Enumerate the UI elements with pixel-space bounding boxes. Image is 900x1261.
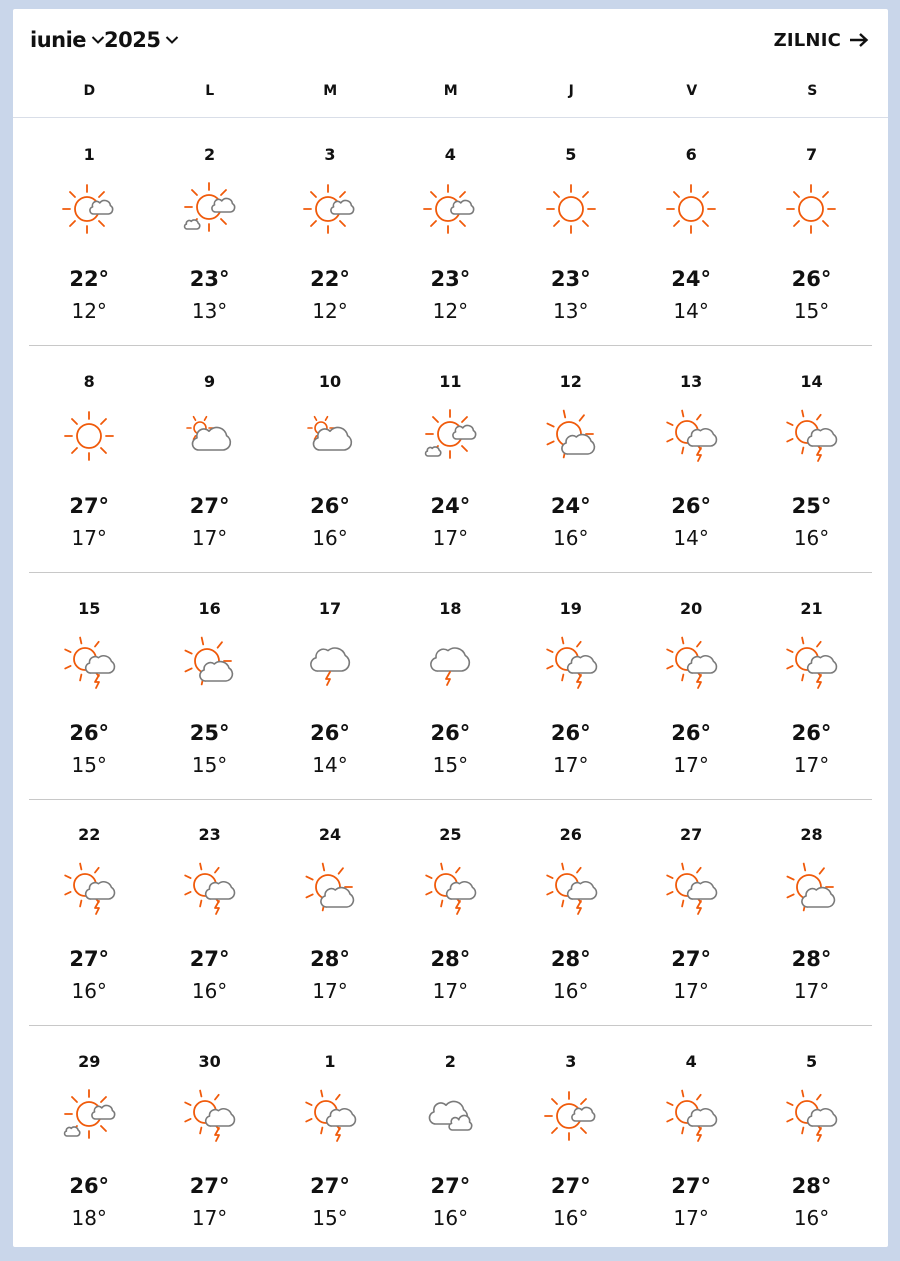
storm-icon — [302, 635, 358, 691]
day-number: 5 — [805, 1052, 818, 1071]
day-number: 10 — [318, 372, 342, 391]
sun-cloud-icon — [422, 181, 478, 237]
high-temperature: 25° — [791, 494, 832, 518]
low-temperature: 15° — [432, 753, 469, 777]
weekday-label: M — [443, 83, 458, 99]
sun-clouds-icon — [61, 1088, 117, 1144]
low-temperature: 14° — [312, 753, 348, 777]
sun-icon — [543, 181, 599, 237]
calendar-day-cell[interactable] — [390, 799, 510, 1025]
day-number: 20 — [680, 599, 703, 618]
low-temperature: 15° — [71, 753, 107, 777]
sun-storm-icon — [543, 861, 599, 917]
partly-cloudy-icon — [543, 408, 599, 464]
low-temperature: 15° — [191, 753, 228, 777]
low-temperature: 16° — [793, 1206, 830, 1230]
sun-storm-icon — [663, 1088, 719, 1144]
high-temperature: 23° — [550, 267, 591, 291]
high-temperature: 27° — [430, 1174, 471, 1198]
calendar-day-cell[interactable] — [270, 119, 390, 345]
calendar-week-row — [29, 346, 872, 573]
calendar-week-row — [29, 1026, 872, 1252]
low-temperature: 12° — [432, 299, 469, 323]
high-temperature: 23° — [189, 267, 230, 291]
high-temperature: 22° — [69, 267, 110, 291]
low-temperature: 17° — [432, 979, 469, 1003]
sun-storm-icon — [422, 861, 478, 917]
low-temperature: 17° — [191, 1206, 228, 1230]
sun-cloud-icon — [543, 1088, 599, 1144]
high-temperature: 27° — [69, 947, 110, 971]
high-temperature: 27° — [671, 1174, 712, 1198]
year-select[interactable] — [104, 26, 179, 54]
low-temperature: 17° — [432, 526, 469, 550]
day-number: 23 — [198, 825, 221, 844]
calendar-day-cell[interactable] — [270, 799, 390, 1025]
high-temperature: 28° — [791, 947, 832, 971]
low-temperature: 15° — [793, 299, 830, 323]
day-number: 28 — [800, 825, 823, 844]
calendar-day-cell[interactable] — [270, 573, 390, 799]
low-temperature: 17° — [71, 526, 107, 550]
calendar-day-cell[interactable] — [149, 346, 269, 572]
arrow-right-icon — [849, 32, 869, 48]
sun-storm-icon — [783, 408, 839, 464]
calendar-day-cell[interactable] — [631, 573, 751, 799]
weekday-header-row — [13, 69, 888, 118]
day-number: 4 — [685, 1052, 697, 1071]
weekday-label: S — [807, 83, 818, 99]
calendar-day-cell[interactable] — [29, 346, 149, 572]
low-temperature: 12° — [71, 299, 107, 323]
sun-storm-icon — [181, 861, 237, 917]
day-number: 21 — [800, 599, 823, 618]
low-temperature: 16° — [71, 979, 107, 1003]
day-number: 3 — [324, 145, 336, 164]
calendar-day-cell[interactable] — [511, 573, 631, 799]
cloudy-icon — [422, 1088, 478, 1144]
low-temperature: 18° — [71, 1206, 107, 1230]
sun-storm-icon — [663, 635, 719, 691]
high-temperature: 27° — [69, 494, 110, 518]
chevron-down-icon — [165, 35, 179, 45]
weekday-label: D — [83, 83, 96, 99]
calendar-day-cell[interactable] — [390, 346, 510, 572]
sun-storm-icon — [543, 635, 599, 691]
daily-view-link[interactable] — [774, 26, 869, 54]
low-temperature: 16° — [432, 1206, 469, 1230]
low-temperature: 12° — [312, 299, 348, 323]
high-temperature: 27° — [310, 1174, 350, 1198]
day-number: 1 — [83, 145, 95, 164]
calendar-day-cell[interactable] — [270, 346, 390, 572]
high-temperature: 26° — [791, 721, 832, 745]
calendar-day-cell[interactable] — [631, 1026, 751, 1252]
sun-storm-icon — [663, 408, 719, 464]
calendar-day-cell[interactable] — [511, 119, 631, 345]
low-temperature: 16° — [553, 1206, 589, 1230]
weekday-label: L — [205, 83, 215, 99]
sun-cloud-icon — [61, 181, 117, 237]
day-number: 22 — [78, 825, 101, 844]
high-temperature: 26° — [671, 721, 712, 745]
low-temperature: 16° — [553, 979, 589, 1003]
calendar-day-cell[interactable] — [751, 119, 871, 345]
cloud-sun-icon — [181, 408, 237, 464]
weekday-label: J — [568, 83, 574, 99]
low-temperature: 17° — [191, 526, 228, 550]
day-number: 14 — [800, 372, 823, 391]
high-temperature: 27° — [189, 947, 230, 971]
sun-storm-icon — [61, 635, 117, 691]
high-temperature: 28° — [550, 947, 591, 971]
partly-cloudy-icon — [302, 861, 358, 917]
calendar-day-cell[interactable] — [511, 1026, 631, 1252]
day-number: 5 — [565, 145, 577, 164]
calendar-day-cell[interactable] — [149, 119, 269, 345]
sun-storm-icon — [663, 861, 719, 917]
calendar-day-cell[interactable] — [511, 346, 631, 572]
weekday-label: V — [686, 83, 698, 99]
day-number: 4 — [444, 145, 456, 164]
day-number: 13 — [680, 372, 703, 391]
low-temperature: 17° — [553, 753, 589, 777]
high-temperature: 24° — [430, 494, 471, 518]
high-temperature: 24° — [550, 494, 591, 518]
high-temperature: 28° — [791, 1174, 832, 1198]
low-temperature: 13° — [191, 299, 228, 323]
sun-storm-icon — [783, 635, 839, 691]
calendar-day-cell[interactable] — [270, 1026, 390, 1252]
day-number: 11 — [439, 372, 462, 391]
low-temperature: 17° — [673, 753, 709, 777]
storm-icon — [422, 635, 478, 691]
high-temperature: 26° — [791, 267, 832, 291]
day-number: 15 — [78, 599, 101, 618]
low-temperature: 16° — [793, 526, 830, 550]
day-number: 30 — [198, 1052, 221, 1071]
high-temperature: 24° — [671, 267, 712, 291]
weekday-label: M — [323, 83, 338, 99]
high-temperature: 26° — [430, 721, 471, 745]
sun-storm-icon — [61, 861, 117, 917]
high-temperature: 22° — [310, 267, 350, 291]
high-temperature: 26° — [550, 721, 591, 745]
low-temperature: 15° — [312, 1206, 348, 1230]
day-number: 16 — [198, 599, 221, 618]
day-number: 24 — [318, 825, 342, 844]
calendar-card — [13, 9, 888, 1247]
sun-storm-icon — [302, 1088, 358, 1144]
day-number: 9 — [204, 372, 216, 391]
sun-cloud-icon — [302, 181, 358, 237]
high-temperature: 23° — [430, 267, 471, 291]
sun-storm-icon — [783, 1088, 839, 1144]
calendar-day-cell[interactable] — [149, 1026, 269, 1252]
calendar-day-cell[interactable] — [751, 799, 871, 1025]
sun-storm-icon — [181, 1088, 237, 1144]
high-temperature: 26° — [310, 721, 350, 745]
high-temperature: 27° — [671, 947, 712, 971]
day-number: 8 — [83, 372, 95, 391]
partly-cloudy-icon — [181, 635, 237, 691]
calendar-day-cell[interactable] — [390, 119, 510, 345]
day-number: 26 — [559, 825, 582, 844]
sun-clouds-icon — [422, 408, 478, 464]
low-temperature: 16° — [312, 526, 348, 550]
high-temperature: 26° — [69, 1174, 110, 1198]
calendar-day-cell[interactable] — [29, 573, 149, 799]
calendar-day-cell[interactable] — [29, 119, 149, 345]
cloud-sun-icon — [302, 408, 358, 464]
day-number: 12 — [559, 372, 582, 391]
high-temperature: 27° — [189, 494, 230, 518]
calendar-day-cell[interactable] — [149, 573, 269, 799]
calendar-day-cell[interactable] — [751, 346, 871, 572]
day-number: 3 — [565, 1052, 577, 1071]
day-number: 29 — [78, 1052, 101, 1071]
day-number: 1 — [324, 1052, 336, 1071]
calendar-week-row — [29, 573, 872, 800]
low-temperature: 16° — [191, 979, 228, 1003]
high-temperature: 27° — [189, 1174, 230, 1198]
partly-cloudy-icon — [783, 861, 839, 917]
sun-clouds-icon — [181, 181, 237, 237]
calendar-day-cell[interactable] — [631, 346, 751, 572]
high-temperature: 26° — [69, 721, 110, 745]
calendar-week-row — [29, 119, 872, 346]
low-temperature: 14° — [673, 299, 709, 323]
high-temperature: 26° — [310, 494, 350, 518]
high-temperature: 26° — [671, 494, 712, 518]
day-number: 7 — [805, 145, 818, 164]
day-number: 17 — [318, 599, 342, 618]
sun-icon — [663, 181, 719, 237]
calendar-day-cell[interactable] — [390, 1026, 510, 1252]
calendar-day-cell[interactable] — [149, 799, 269, 1025]
calendar-day-cell[interactable] — [390, 573, 510, 799]
low-temperature: 13° — [553, 299, 589, 323]
calendar-day-cell[interactable] — [29, 1026, 149, 1252]
month-select[interactable] — [30, 26, 105, 54]
high-temperature: 27° — [550, 1174, 591, 1198]
calendar-day-cell[interactable] — [751, 573, 871, 799]
calendar-day-cell[interactable] — [29, 799, 149, 1025]
sun-icon — [783, 181, 839, 237]
day-number: 6 — [685, 145, 697, 164]
low-temperature: 17° — [673, 1206, 709, 1230]
day-number: 19 — [559, 599, 582, 618]
calendar-day-cell[interactable] — [631, 119, 751, 345]
day-number: 2 — [444, 1052, 456, 1071]
day-number: 2 — [204, 145, 216, 164]
high-temperature: 25° — [189, 721, 230, 745]
daily-view-label: ZILNIC — [773, 29, 841, 51]
day-number: 18 — [439, 599, 462, 618]
calendar-day-cell[interactable] — [631, 799, 751, 1025]
sun-icon — [61, 408, 117, 464]
calendar-day-cell[interactable] — [511, 799, 631, 1025]
low-temperature: 17° — [793, 753, 830, 777]
year-label: 2025 — [104, 28, 161, 52]
high-temperature: 28° — [430, 947, 471, 971]
chevron-down-icon — [91, 35, 105, 45]
low-temperature: 17° — [312, 979, 348, 1003]
calendar-header — [13, 9, 888, 69]
low-temperature: 14° — [673, 526, 709, 550]
low-temperature: 17° — [673, 979, 709, 1003]
calendar-day-cell[interactable] — [751, 1026, 871, 1252]
day-number: 25 — [439, 825, 462, 844]
calendar-week-row — [29, 799, 872, 1026]
low-temperature: 17° — [793, 979, 830, 1003]
month-label: iunie — [30, 28, 87, 52]
day-number: 27 — [680, 825, 703, 844]
high-temperature: 28° — [310, 947, 350, 971]
low-temperature: 16° — [553, 526, 589, 550]
